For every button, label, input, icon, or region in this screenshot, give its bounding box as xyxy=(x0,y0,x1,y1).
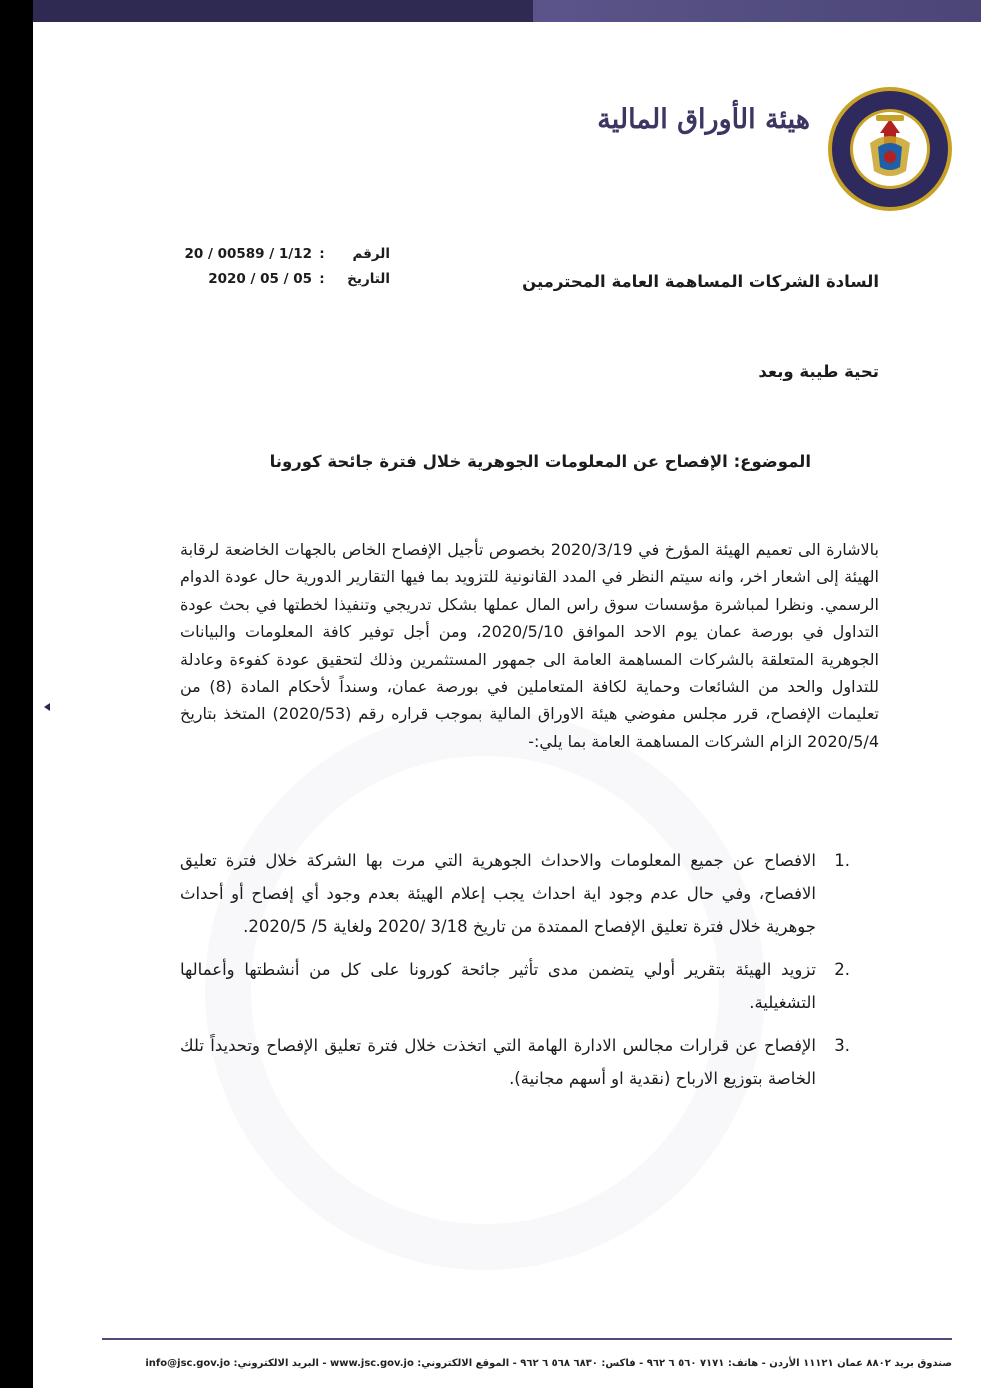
footer-divider xyxy=(102,1338,952,1340)
addressee: السادة الشركات المساهمة العامة المحترمين xyxy=(522,272,879,291)
subject-line: الموضوع: الإفصاح عن المعلومات الجوهرية خلال فترة جائحة كورونا xyxy=(269,452,811,471)
greeting: تحية طيبة وبعد xyxy=(758,362,879,381)
reference-number-value: 20 / 00589 / 1/12 xyxy=(184,246,312,262)
reference-number-label: الرقم xyxy=(352,246,390,262)
reference-date-row: التاريخ : 2020 / 05 / 05 xyxy=(180,267,390,292)
list-item xyxy=(180,953,850,1019)
letter-body: بالاشارة الى تعميم الهيئة المؤرخ في 2020/3/19 بخصوص تأجيل الإفصاح الخاص بالجهات الخاضعة لرقابة الهيئة إلى اشعار اخر، وانه سيتم النظر في المدد القانونية للتزويد بما فيها التقارير الدورية حال عودة الدوام الرسمي. ونظرا لمباشرة مؤسسات سوق راس المال عملها بشكل تدريجي وتنفيذا لخطتها في بحث عودة التداول في بورصة عمان يوم الاحد الموافق 2020/5/10، ومن أجل توفير كافة المعلومات والبيانات الجوهرية المتعلقة بالشركات المساهمة العامة الى جمهور المستثمرين وذلك لتحقيق عودة كفوءة وعادلة للتداول والحد من الشائعات وحماية لكافة المتعاملين في بورصة عمان، وسنداً لأحكام المادة (8) من تعليمات الإفصاح، قرر مجلس مفوضي هيئة الاوراق المالية بموجب قراره رقم (2020/53) المتخذ بتاريخ 2020/5/4 الزام الشركات المساهمة العامة بما يلي:- xyxy=(180,540,880,751)
list-item-text: تزويد الهيئة بتقرير أولي يتضمن مدى تأثير جائحة كورونا على كل من أنشطتها وأعمالها التشغيلية. xyxy=(180,960,816,1012)
scan-left-margin xyxy=(0,0,33,1388)
reference-number-row: الرقم : 20 / 00589 / 1/12 xyxy=(180,242,390,267)
organization-name: هيئة الأوراق المالية xyxy=(597,104,810,135)
decision-points-list xyxy=(180,844,850,1105)
list-item-number: 1. xyxy=(834,851,850,870)
jsc-seal-logo xyxy=(826,85,954,213)
reference-date-label: التاريخ xyxy=(347,271,390,287)
letterhead-top-bar-dark xyxy=(33,0,533,22)
list-item xyxy=(180,844,850,943)
footer-contact: صندوق بريد ٨٨٠٢ عمان ١١١٢١ الأردن - هاتف: ٧١٧١ ٥٦٠ ٦ ٩٦٢ - فاكس: ٦٨٣٠ ٥٦٨ ٦ ٩٦٢ - الموقع الالكتروني: www.jsc.gov.jo - البريد الالكتروني: info@jsc.gov.jo xyxy=(145,1358,952,1369)
list-item-number: 2. xyxy=(834,960,850,979)
list-item-number: 3. xyxy=(834,1036,850,1055)
list-item-text: الافصاح عن جميع المعلومات والاحداث الجوهرية التي مرت بها الشركة خلال فترة تعليق الافصاح، وفي حال عدم وجود اية احداث يجب إعلام الهيئة بعدم وجود أي إفصاح أو أحداث جوهرية خلال فترة تعليق الإفصاح الممتدة من تاريخ 3/18 /2020 ولغاية 5/ 2020/5. xyxy=(180,851,816,936)
list-item xyxy=(180,1029,850,1095)
reference-block xyxy=(180,242,390,292)
left-arrow-icon xyxy=(44,703,50,711)
list-item-text: الإفصاح عن قرارات مجالس الادارة الهامة التي اتخذت خلال فترة تعليق الإفصاح وتحديداً تلك الخاصة بتوزيع الارباح (نقدية او أسهم مجانية). xyxy=(180,1036,816,1088)
reference-date-value: 2020 / 05 / 05 xyxy=(208,271,312,287)
